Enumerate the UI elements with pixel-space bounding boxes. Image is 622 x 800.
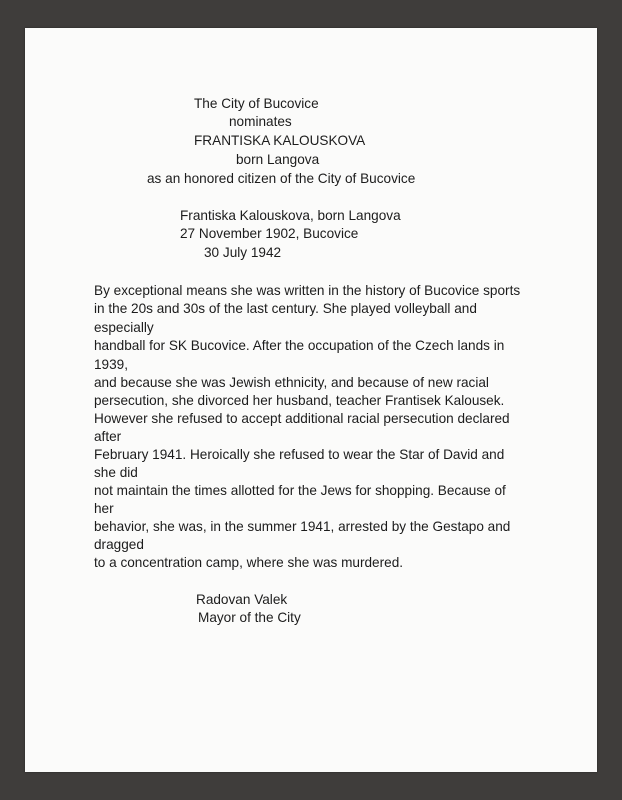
- body-line: after: [94, 429, 122, 444]
- body-line: her: [94, 501, 114, 516]
- body-line: dragged: [94, 537, 144, 552]
- header-nominee-name: FRANTISKA KALOUSKOVA: [194, 133, 366, 148]
- body-line: February 1941. Heroically she refused to wear the Star of David and: [94, 447, 505, 462]
- body-line: in the 20s and 30s of the last century. She played volleyball and: [94, 301, 477, 316]
- body-line: not maintain the times allotted for the Jews for shopping. Because of: [94, 483, 506, 498]
- body-line: handball for SK Bucovice. After the occupation of the Czech lands in: [94, 338, 505, 353]
- detail-death: 30 July 1942: [204, 245, 282, 260]
- detail-birth: 27 November 1902, Bucovice: [180, 226, 359, 241]
- header-honor: as an honored citizen of the City of Bucovice: [147, 171, 416, 186]
- header-city: The City of Bucovice: [194, 96, 319, 111]
- body-line: especially: [94, 320, 154, 335]
- body-line: to a concentration camp, where she was murdered.: [94, 555, 404, 570]
- header-nominates: nominates: [229, 114, 292, 129]
- signature-title: Mayor of the City: [198, 610, 301, 625]
- body-line: behavior, she was, in the summer 1941, arrested by the Gestapo and: [94, 519, 511, 534]
- header-maiden-name: born Langova: [236, 152, 320, 167]
- signature-name: Radovan Valek: [196, 592, 288, 607]
- body-line: 1939,: [94, 357, 129, 372]
- detail-name: Frantiska Kalouskova, born Langova: [180, 208, 401, 223]
- body-line: However she refused to accept additional racial persecution declared: [94, 411, 510, 426]
- body-line: she did: [94, 465, 138, 480]
- body-line: persecution, she divorced her husband, teacher Frantisek Kalousek.: [94, 393, 505, 408]
- body-line: and because she was Jewish ethnicity, and because of new racial: [94, 375, 489, 390]
- body-line: By exceptional means she was written in the history of Bucovice sports: [94, 283, 521, 298]
